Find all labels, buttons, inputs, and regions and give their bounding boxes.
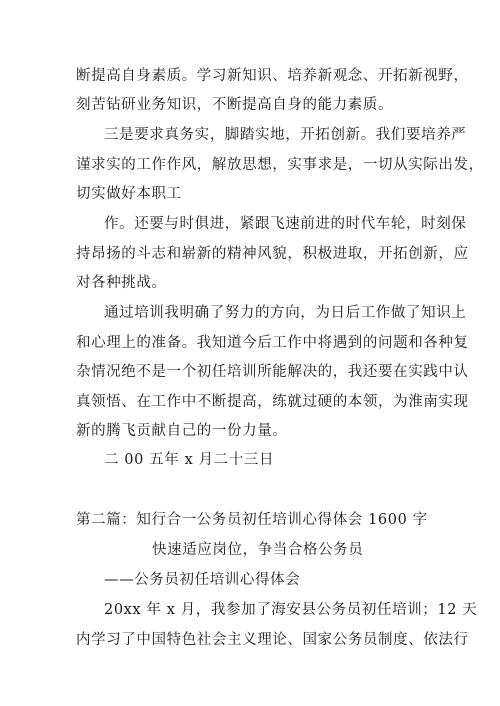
paragraph-line: 杂情况绝不是一个初任培训所能解决的，我还要在实践中认 [76, 364, 469, 380]
section-subtitle: ——公务员初任培训心得体会 [104, 572, 301, 588]
paragraph-line: 内学习了中国特色社会主义理论、国家公务员制度、依法行 [76, 632, 469, 648]
paragraph-line: 真领悟、在工作中不断提高，练就过硬的本领，为淮南实现 [76, 394, 469, 410]
paragraph-line: 20xx 年 x 月，我参加了海安县公务员初任培训；12 天 [104, 602, 478, 618]
paragraph-line: 刻苦钻研业务知识，不断提高自身的能力素质。 [76, 97, 394, 113]
paragraph-line: 作。还要与时俱进，紧跟飞速前进的时代车轮，时刻保 [104, 216, 467, 232]
paragraph-line: 持昂扬的斗志和崭新的精神风貌，积极进取，开拓创新，应 [76, 246, 469, 262]
section-heading: 第二篇：知行合一公务员初任培训心得体会 1600 字 [76, 512, 428, 528]
paragraph-line: 新的腾飞贡献自己的一份力量。 [76, 423, 288, 439]
section-title: 快速适应岗位，争当合格公务员 [152, 542, 364, 558]
paragraph-line: 通过培训我明确了努力的方向，为日后工作做了知识上 [104, 305, 467, 321]
date-line: 二 00 五年 x 月二十三日 [104, 452, 275, 468]
paragraph-line: 断提高自身素质。学习新知识、培养新观念、开拓新视野， [76, 68, 469, 84]
paragraph-line: 对各种挑战。 [76, 275, 167, 291]
paragraph-line: 切实做好本职工 [76, 186, 182, 202]
paragraph-line: 和心理上的准备。我知道今后工作中将遇到的问题和各种复 [76, 335, 469, 351]
paragraph-line: 谨求实的工作作风，解放思想，实事求是，一切从实际出发， [76, 157, 484, 173]
paragraph-line: 三是要求真务实，脚踏实地，开拓创新。我们要培养严 [104, 127, 467, 143]
